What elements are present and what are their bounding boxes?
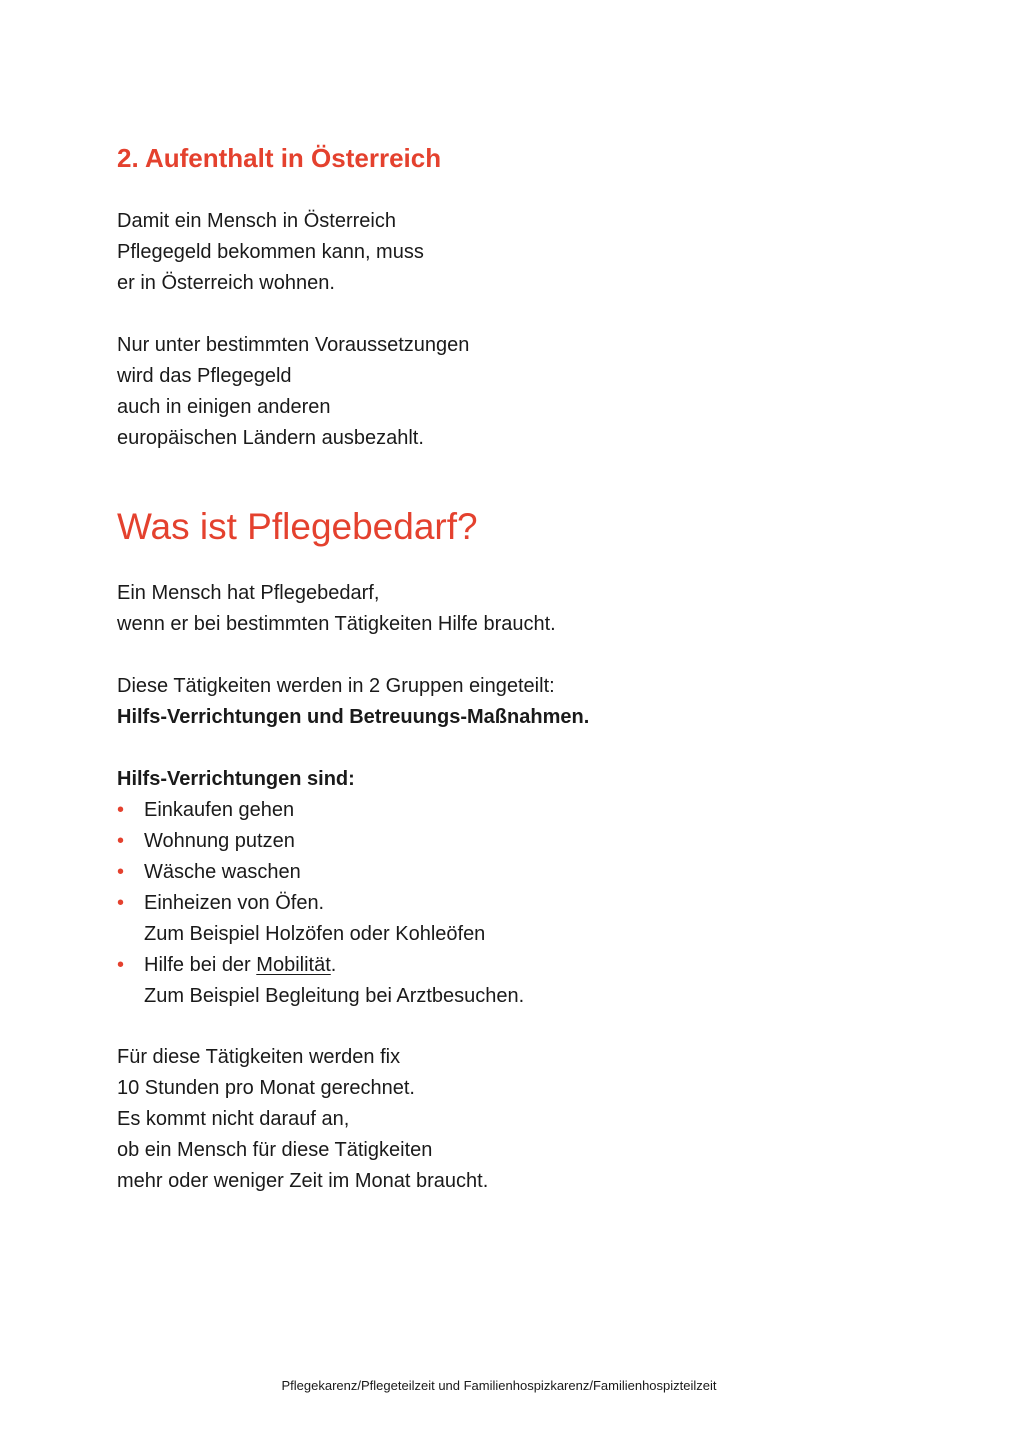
text-line: auch in einigen anderen (117, 396, 331, 418)
bullet-icon: • (117, 954, 125, 976)
main-heading: Was ist Pflegebedarf? (117, 506, 478, 547)
text-line: europäischen Ländern ausbezahlt. (117, 427, 424, 449)
groups-bold-line: Hilfs-Verrichtungen und Betreuungs-Maßnahmen. (117, 706, 590, 728)
list-item-text: Einkaufen gehen (144, 799, 295, 821)
bullet-icon: • (117, 799, 125, 821)
list-item (117, 950, 524, 1012)
list-heading: Hilfs-Verrichtungen sind: (117, 768, 355, 790)
list-item-text: Wohnung putzen (144, 830, 295, 852)
list-item-text: Wäsche waschen (144, 861, 301, 883)
bullet-icon: • (117, 892, 125, 914)
text-line: 10 Stunden pro Monat gerechnet. (117, 1077, 415, 1099)
list-item-subtext: Zum Beispiel Begleitung bei Arztbesuchen. (144, 985, 525, 1007)
bullet-icon: • (117, 861, 125, 883)
definition-paragraph (117, 578, 556, 640)
bullet-icon: • (117, 830, 125, 852)
text-line: Für diese Tätigkeiten werden fix (117, 1046, 401, 1068)
text-line: Pflegegeld bekommen kann, muss (117, 241, 424, 263)
bullet-list (117, 795, 524, 1012)
mobilitaet-link[interactable]: Mobilität (256, 954, 331, 976)
list-item-prefix: Hilfe bei der (144, 954, 257, 976)
list-item (117, 826, 524, 857)
list-item-subtext: Zum Beispiel Holzöfen oder Kohleöfen (144, 923, 486, 945)
list-item (117, 857, 524, 888)
text-line: mehr oder weniger Zeit im Monat braucht. (117, 1170, 489, 1192)
list-item (117, 795, 524, 826)
hours-paragraph (117, 1042, 488, 1197)
abroad-paragraph (117, 330, 469, 454)
list-item (117, 888, 524, 950)
text-line: er in Österreich wohnen. (117, 272, 335, 294)
page-footer (0, 1377, 1024, 1395)
text-line: Ein Mensch hat Pflegebedarf, (117, 582, 380, 604)
text-line: Es kommt nicht darauf an, (117, 1108, 350, 1130)
text-line: ob ein Mensch für diese Tätigkeiten (117, 1139, 433, 1161)
text-line: Nur unter bestimmten Voraussetzungen (117, 334, 470, 356)
text-line: Diese Tätigkeiten werden in 2 Gruppen eingeteilt: (117, 675, 555, 697)
text-line: Damit ein Mensch in Österreich (117, 210, 396, 232)
list-item-text: Einheizen von Öfen. (144, 892, 325, 914)
hilfs-verrichtungen-list-block (117, 764, 524, 1012)
list-item-text (144, 950, 524, 981)
list-item-suffix: . (330, 954, 337, 976)
section-heading: 2. Aufenthalt in Österreich (117, 143, 442, 173)
footer-text: Pflegekarenz/Pflegeteilzeit und Familienhospizkarenz/Familienhospizteilzeit (281, 1378, 717, 1393)
residence-paragraph (117, 206, 424, 299)
groups-paragraph (117, 671, 589, 733)
text-line: wenn er bei bestimmten Tätigkeiten Hilfe braucht. (117, 613, 556, 635)
text-line: wird das Pflegegeld (117, 365, 292, 387)
